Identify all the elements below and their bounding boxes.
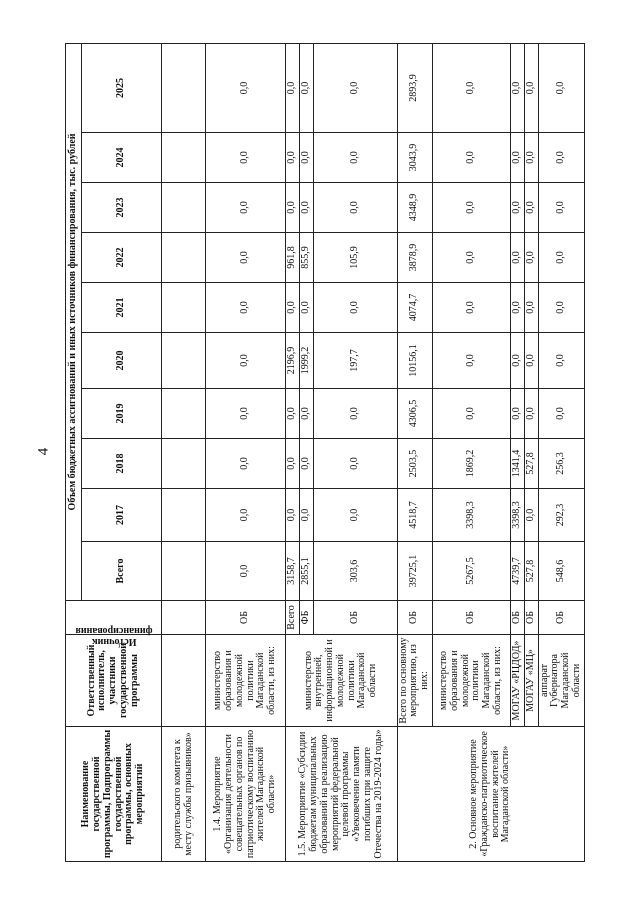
value-cell: 0,0 <box>313 183 397 233</box>
header-year: 2023 <box>82 183 162 233</box>
value-cell: 0,0 <box>206 333 286 389</box>
header-year: 2021 <box>82 283 162 333</box>
row-executor: Всего по основному мероприятию, из них: <box>397 635 432 727</box>
value-cell: 0,0 <box>432 43 510 132</box>
value-cell: 0,0 <box>538 233 584 283</box>
value-cell: 197,7 <box>313 333 397 389</box>
header-year: 2020 <box>82 333 162 389</box>
value-cell <box>162 333 206 389</box>
header-year: 2018 <box>82 439 162 489</box>
value-cell: 0,0 <box>299 489 313 542</box>
value-cell: 0,0 <box>206 283 286 333</box>
value-cell <box>162 389 206 439</box>
table-row <box>162 43 206 861</box>
value-cell: 0,0 <box>538 283 584 333</box>
value-cell: 0,0 <box>524 133 538 183</box>
value-cell: 855,9 <box>299 233 313 283</box>
row-source: ОБ <box>524 601 538 635</box>
value-cell: 1999,2 <box>299 333 313 389</box>
value-cell: 0,0 <box>524 43 538 132</box>
value-cell: 10156,1 <box>397 333 432 389</box>
header-year: 2025 <box>82 43 162 132</box>
row-name: 1.5. Мероприятие «Субсидии бюджетам муниципальных образований на реализацию мероприятий федеральной целевой программы «Увековечение памяти погибших при защите Отечества на 2019-2024 годы» <box>286 727 398 862</box>
value-cell: 0,0 <box>524 489 538 542</box>
value-cell: 0,0 <box>313 489 397 542</box>
value-cell: 2503,5 <box>397 439 432 489</box>
value-cell: 3043,9 <box>397 133 432 183</box>
row-source: Всего <box>286 601 300 635</box>
value-cell: 0,0 <box>524 283 538 333</box>
value-cell: 0,0 <box>299 389 313 439</box>
row-executor: МОГАУ «РЦДОД» <box>510 635 524 727</box>
value-cell <box>162 43 206 132</box>
value-cell: 0,0 <box>299 43 313 132</box>
rotated-table-container <box>65 44 582 862</box>
value-cell: 4739,7 <box>510 542 524 601</box>
budget-table <box>65 43 585 862</box>
value-cell: 3398,3 <box>432 489 510 542</box>
value-cell: 961,8 <box>286 233 300 283</box>
value-cell: 0,0 <box>538 333 584 389</box>
value-cell: 0,0 <box>286 439 300 489</box>
value-cell: 2893,9 <box>397 43 432 132</box>
value-cell: 0,0 <box>299 183 313 233</box>
row-source: ОБ <box>510 601 524 635</box>
value-cell: 4518,7 <box>397 489 432 542</box>
page-number: 4 <box>35 447 52 456</box>
value-cell: 0,0 <box>432 233 510 283</box>
row-executor <box>162 635 206 727</box>
header-executor: Ответственный исполнитель, участники государственной программы <box>66 635 162 727</box>
value-cell: 4306,5 <box>397 389 432 439</box>
value-cell: 0,0 <box>510 333 524 389</box>
value-cell: 0,0 <box>206 43 286 132</box>
value-cell: 5267,5 <box>432 542 510 601</box>
header-year: 2019 <box>82 389 162 439</box>
row-executor: министерство образования и молодежной политики Магаданской области, из них: <box>432 635 510 727</box>
value-cell: 0,0 <box>206 183 286 233</box>
value-cell: 0,0 <box>524 183 538 233</box>
value-cell: 3878,9 <box>397 233 432 283</box>
row-name: 2. Основное мероприятие «Гражданско-патриотическое воспитание жителей Магаданской области» <box>397 727 584 862</box>
value-cell: 0,0 <box>510 43 524 132</box>
value-cell: 0,0 <box>524 389 538 439</box>
value-cell <box>162 183 206 233</box>
value-cell: 1869,2 <box>432 439 510 489</box>
header-year: 2017 <box>82 489 162 542</box>
value-cell: 105,9 <box>313 233 397 283</box>
value-cell: 39725,1 <box>397 542 432 601</box>
row-name: родительского комитета к месту службы призывников» <box>162 727 206 862</box>
table-row <box>206 43 286 861</box>
row-executor: аппарат Губернатора Магаданской области <box>538 635 584 727</box>
value-cell: 0,0 <box>206 389 286 439</box>
value-cell: 0,0 <box>524 233 538 283</box>
value-cell: 256,3 <box>538 439 584 489</box>
value-cell: 2196,9 <box>286 333 300 389</box>
header-year: 2022 <box>82 233 162 283</box>
row-source: ОБ <box>538 601 584 635</box>
value-cell: 0,0 <box>510 283 524 333</box>
value-cell: 527,8 <box>524 439 538 489</box>
header-source: Источник финансирования <box>74 625 153 648</box>
row-source: ОБ <box>206 601 286 635</box>
row-executor: МОГАУ «МЦ» <box>524 635 538 727</box>
table-row <box>286 43 300 861</box>
value-cell: 527,8 <box>524 542 538 601</box>
row-source: ОБ <box>397 601 432 635</box>
value-cell: 0,0 <box>432 283 510 333</box>
value-cell: 0,0 <box>432 389 510 439</box>
value-cell: 0,0 <box>286 283 300 333</box>
value-cell <box>162 489 206 542</box>
value-cell <box>162 233 206 283</box>
value-cell: 0,0 <box>538 183 584 233</box>
value-cell: 0,0 <box>510 133 524 183</box>
value-cell: 0,0 <box>206 542 286 601</box>
value-cell: 0,0 <box>286 183 300 233</box>
value-cell: 4074,7 <box>397 283 432 333</box>
row-executor: министерство внутренней, информационной и молодежной политики Магаданской области <box>286 635 398 727</box>
row-executor: министерство образования и молодежной политики Магаданской области, из них: <box>206 635 286 727</box>
row-source <box>162 601 206 635</box>
header-name: Наименование государственной программы, Подпрограммы государственной программы, основных мероприятий <box>66 727 162 862</box>
value-cell: 0,0 <box>510 183 524 233</box>
value-cell: 0,0 <box>432 333 510 389</box>
value-cell: 0,0 <box>286 489 300 542</box>
value-cell <box>162 283 206 333</box>
row-source: ФБ <box>299 601 313 635</box>
row-name: 1.4. Мероприятие «Организация деятельности совещательных органов по патриотическому воспитанию жителей Магаданской области» <box>206 727 286 862</box>
value-cell: 0,0 <box>299 133 313 183</box>
value-cell: 0,0 <box>286 389 300 439</box>
value-cell: 0,0 <box>313 283 397 333</box>
row-source: ОБ <box>313 601 397 635</box>
header-year: Всего <box>82 542 162 601</box>
value-cell: 0,0 <box>313 133 397 183</box>
row-source: ОБ <box>432 601 510 635</box>
value-cell: 2855,1 <box>299 542 313 601</box>
value-cell: 0,0 <box>432 183 510 233</box>
value-cell: 0,0 <box>206 233 286 283</box>
value-cell: 303,6 <box>313 542 397 601</box>
value-cell <box>162 133 206 183</box>
value-cell: 3158,7 <box>286 542 300 601</box>
value-cell: 0,0 <box>206 133 286 183</box>
value-cell: 0,0 <box>510 233 524 283</box>
value-cell: 0,0 <box>538 133 584 183</box>
value-cell: 0,0 <box>286 43 300 132</box>
header-financing-group: Объем бюджетных ассигнований и иных источников финансирования, тыс. рублей <box>66 43 82 600</box>
value-cell: 0,0 <box>432 133 510 183</box>
value-cell: 0,0 <box>286 133 300 183</box>
value-cell: 0,0 <box>299 439 313 489</box>
value-cell: 0,0 <box>538 43 584 132</box>
value-cell: 548,6 <box>538 542 584 601</box>
value-cell: 0,0 <box>524 333 538 389</box>
value-cell: 0,0 <box>538 389 584 439</box>
value-cell: 3398,3 <box>510 489 524 542</box>
value-cell <box>162 542 206 601</box>
header-year: 2024 <box>82 133 162 183</box>
value-cell <box>162 439 206 489</box>
value-cell: 0,0 <box>510 389 524 439</box>
value-cell: 1341,4 <box>510 439 524 489</box>
value-cell: 0,0 <box>313 43 397 132</box>
value-cell: 0,0 <box>299 283 313 333</box>
table-row <box>397 43 432 861</box>
value-cell: 0,0 <box>206 489 286 542</box>
value-cell: 4348,9 <box>397 183 432 233</box>
value-cell: 292,3 <box>538 489 584 542</box>
header-source-cell <box>66 601 162 648</box>
value-cell: 0,0 <box>206 439 286 489</box>
value-cell: 0,0 <box>313 439 397 489</box>
value-cell: 0,0 <box>313 389 397 439</box>
